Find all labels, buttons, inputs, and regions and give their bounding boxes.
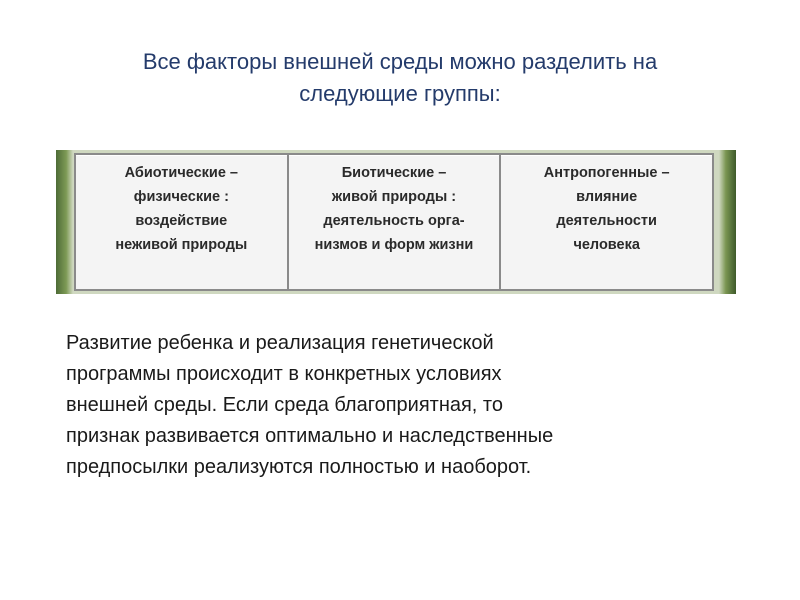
title-line-2: следующие группы: — [299, 81, 501, 106]
cell-line: физические : — [133, 189, 229, 205]
factors-table — [74, 153, 714, 291]
cell-line: деятельности — [556, 213, 657, 229]
paragraph-line: признак развивается оптимально и наследственные — [66, 425, 554, 447]
cell-line: воздействие — [135, 213, 228, 229]
paragraph-line: программы происходит в конкретных условиях — [66, 363, 502, 385]
cell-line: Антропогенные – — [543, 165, 670, 181]
paragraph-line: предпосылки реализуются полностью и наоборот. — [66, 456, 532, 478]
cell-line: низмов и форм жизни — [314, 237, 474, 253]
title-line-1: Все факторы внешней среды можно разделить на — [142, 49, 658, 74]
table-cell-abiotic — [76, 155, 289, 289]
table-cell-anthropogenic — [501, 155, 712, 289]
cell-line: Биотические – — [341, 165, 447, 181]
cell-line: Абиотические – — [124, 165, 239, 181]
table-cell-biotic — [289, 155, 502, 289]
paragraph-line: внешней среды. Если среда благоприятная, то — [66, 394, 503, 416]
paragraph-line: Развитие ребенка и реализация генетической — [66, 332, 494, 354]
cell-line: живой природы : — [331, 189, 457, 205]
body-paragraph — [66, 328, 746, 483]
factors-table-frame — [56, 150, 736, 294]
cell-line: человека — [573, 237, 640, 253]
cell-line: неживой природы — [115, 237, 248, 253]
slide-title — [60, 46, 740, 110]
cell-line: деятельность орга- — [323, 213, 465, 229]
cell-line: влияние — [576, 189, 638, 205]
